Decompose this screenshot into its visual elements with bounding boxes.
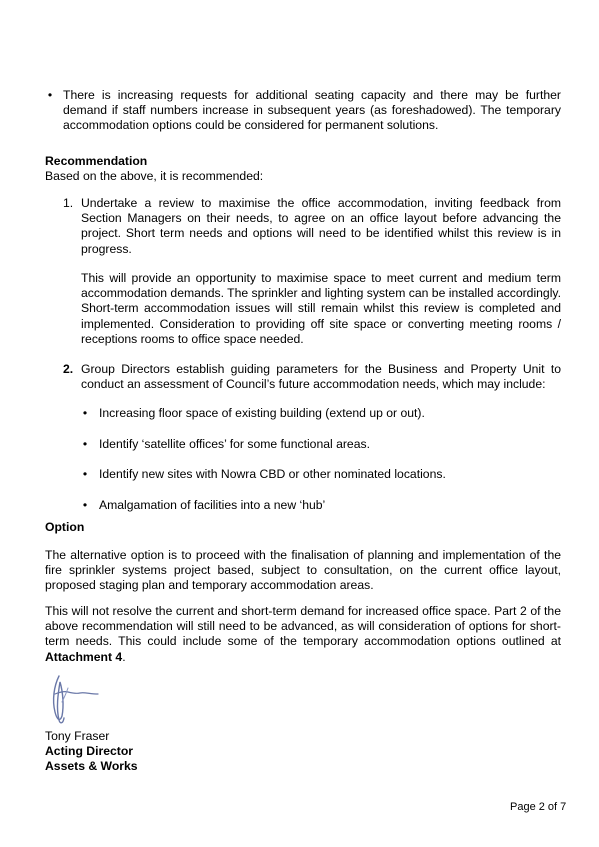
signoff-title: Acting Director (45, 744, 134, 758)
bullet-icon: • (82, 498, 88, 512)
bullet-icon: • (82, 467, 88, 481)
bullet-icon: • (82, 437, 88, 451)
option-para-2-text: This will not resolve the current and short-term demand for increased office space. Part 2 of the above recommendation will still need to be advanced, as will consideration of options for short-term needs. This could include some of the temporary accommodation options outlined at (45, 604, 561, 649)
signoff-department: Assets & Works (45, 759, 138, 773)
intro-bullet-text: There is increasing requests for additional seating capacity and there may be further demand if staff numbers increase in subsequent years (as foreshadowed). The temporary accommodation options could be considered for permanent solutions. (63, 88, 561, 133)
option-para-2 (45, 604, 561, 665)
item-2-text: Group Directors establish guiding parameters for the Business and Property Unit to conduct an assessment of Council’s future accommodation needs, which may include: (81, 362, 561, 392)
page-number: Page 2 of 7 (510, 801, 567, 813)
attachment-reference: Attachment 4 (45, 649, 123, 664)
option-para-2-end: . (122, 649, 126, 664)
subitem-1: Increasing floor space of existing building (extend up or out). (99, 406, 425, 420)
bullet-icon: • (82, 406, 88, 420)
item-1-number: 1. (63, 196, 74, 210)
option-heading: Option (45, 520, 85, 534)
subitem-2: Identify ‘satellite offices’ for some functional areas. (99, 437, 370, 451)
bullet-icon: • (47, 88, 53, 102)
subitem-4: Amalgamation of facilities into a new ‘hub’ (99, 498, 326, 512)
recommendation-lead: Based on the above, it is recommended: (45, 169, 264, 183)
item-2-number: 2. (63, 362, 74, 376)
item-1-para-2: This will provide an opportunity to maximise space to meet current and medium term accommodation demands. The sprinkler and lighting system can be installed accordingly. Short-term accommodation issues will still remain whilst this review is completed and implemented. Consideration to providing off site space or converting meeting rooms / receptions rooms to office space needed. (81, 271, 561, 346)
subitem-3: Identify new sites with Nowra CBD or other nominated locations. (99, 467, 446, 481)
signature-image (46, 672, 116, 728)
item-1-para-1: Undertake a review to maximise the office accommodation, inviting feedback from Section Managers on their needs, to agree on an office layout before advancing the project. Short term needs and options will need to be identified whilst this review is in progress. (81, 196, 561, 256)
signoff-name: Tony Fraser (45, 729, 110, 743)
option-para-1: The alternative option is to proceed with the finalisation of planning and implementation of the fire sprinkler systems project based, subject to consultation, on the current office layout, proposed staging plan and temporary accommodation areas. (45, 548, 561, 593)
recommendation-heading: Recommendation (45, 154, 148, 168)
